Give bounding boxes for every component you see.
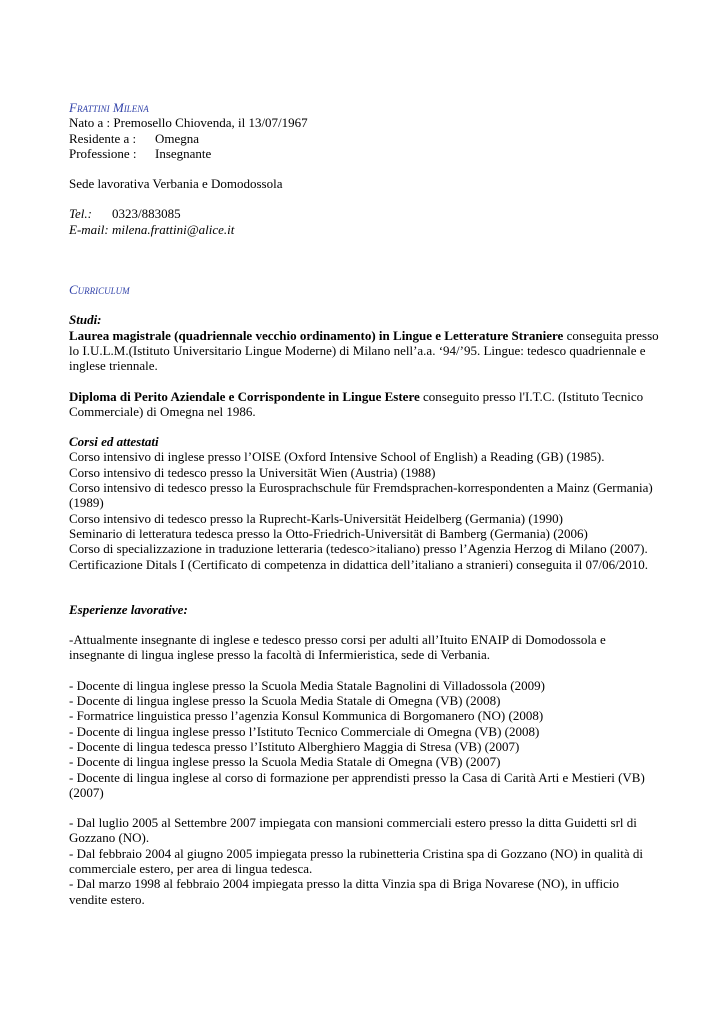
employment-item: - Dal luglio 2005 al Settembre 2007 impiegata con mansioni commerciali estero presso la ditta Guidetti srl di Gozzano (NO). bbox=[69, 815, 637, 846]
cv-content bbox=[69, 100, 659, 907]
residence-value: Omegna bbox=[155, 130, 200, 146]
experience-heading: Esperienze lavorative: bbox=[69, 601, 188, 617]
profession-label: Professione : bbox=[69, 145, 137, 161]
diploma-details: conseguito presso l'I.T.C. (Istituto Tecnico Commerciale) di Omegna nel 1986. bbox=[69, 388, 644, 419]
residence-row bbox=[69, 131, 659, 146]
diploma-title: Diploma di Perito Aziendale e Corrispondente in Lingue Estere bbox=[69, 388, 420, 404]
teaching-item: - Formatrice linguistica presso l’agenzia Konsul Kommunica di Borgomanero (NO) (2008) bbox=[69, 708, 544, 724]
employment-item: - Dal febbraio 2004 al giugno 2005 impiegata presso la rubinetteria Cristina spa di Gozzano (NO) in qualità di commerciale estero, per area di lingua tedesca. bbox=[69, 845, 644, 876]
course-item: Corso intensivo di tedesco presso la Universität Wien (Austria) (1988) bbox=[69, 464, 436, 480]
person-name: Frattini Milena bbox=[69, 100, 149, 115]
profession-row bbox=[69, 146, 659, 161]
degree-title: Laurea magistrale (quadriennale vecchio ordinamento) in Lingue e Letterature Straniere bbox=[69, 327, 564, 343]
courses-heading: Corsi ed attestati bbox=[69, 434, 159, 450]
workplace: Sede lavorativa Verbania e Domodossola bbox=[69, 176, 283, 192]
employment-item: - Dal marzo 1998 al febbraio 2004 impiegata presso la ditta Vinzia spa di Briga Novarese (NO), in ufficio vendite estero. bbox=[69, 876, 619, 907]
phone-value: 0323/883085 bbox=[112, 206, 181, 222]
degree-paragraph bbox=[69, 328, 659, 374]
diploma-paragraph bbox=[69, 389, 659, 420]
phone-label: Tel.: bbox=[69, 206, 92, 222]
current-position: -Attualmente insegnante di inglese e tedesco presso corsi per adulti all’Ituito ENAIP di Domodossola e insegnante di lingua inglese presso la facoltà di Infermieristica, sede di Verbania. bbox=[69, 632, 606, 663]
profession-value: Insegnante bbox=[155, 145, 212, 161]
course-item: Certificazione Ditals I (Certificato di competenza in didattica dell’italiano a stranieri) conseguita il 07/06/2010. bbox=[69, 556, 649, 572]
studies-heading: Studi: bbox=[69, 312, 102, 328]
degree-details: conseguita presso lo I.U.L.M.(Istituto Universitario Lingue Moderne) di Milano nell’a.a. ‘94/’95. Lingue: tedesco quadriennale e inglese triennale. bbox=[69, 327, 659, 374]
curriculum-heading: Curriculum bbox=[69, 282, 130, 298]
employment-list bbox=[69, 815, 659, 907]
course-item: Seminario di letteratura tedesca presso la Otto-Friedrich-Universität di Bamberg (Germania) (2006) bbox=[69, 525, 588, 541]
birth-info: Nato a : Premosello Chiovenda, il 13/07/1967 bbox=[69, 115, 308, 131]
course-item: Corso intensivo di tedesco presso la Eurosprachschule für Fremdsprachen-korrespondenten a Mainz (Germania) (1989) bbox=[69, 480, 653, 511]
courses-list bbox=[69, 449, 659, 571]
teaching-item: - Docente di lingua inglese presso l’Istituto Tecnico Commerciale di Omegna (VB) (2008) bbox=[69, 723, 540, 739]
course-item: Corso di specializzazione in traduzione letteraria (tedesco>italiano) presso l’Agenzia Herzog di Milano (2007). bbox=[69, 541, 648, 557]
teaching-item: - Docente di lingua inglese al corso di formazione per apprendisti presso la Casa di Carità Arti e Mestieri (VB) (2007) bbox=[69, 769, 645, 800]
teaching-item: - Docente di lingua tedesca presso l’Istituto Alberghiero Maggia di Stresa (VB) (2007) bbox=[69, 738, 520, 754]
teaching-item: - Docente di lingua inglese presso la Scuola Media Statale di Omegna (VB) (2008) bbox=[69, 693, 501, 709]
course-item: Corso intensivo di inglese presso l’OISE (Oxford Intensive School of English) a Reading (GB) (1985). bbox=[69, 449, 605, 465]
teaching-item: - Docente di lingua inglese presso la Scuola Media Statale Bagnolini di Villadossola (2009) bbox=[69, 677, 545, 693]
teaching-list bbox=[69, 678, 659, 800]
phone-row bbox=[69, 206, 659, 221]
course-item: Corso intensivo di tedesco presso la Ruprecht-Karls-Universität Heidelberg (Germania) (1990) bbox=[69, 510, 563, 526]
residence-label: Residente a : bbox=[69, 130, 137, 146]
teaching-item: - Docente di lingua inglese presso la Scuola Media Statale di Omegna (VB) (2007) bbox=[69, 754, 501, 770]
email-line: E-mail: milena.frattini@alice.it bbox=[69, 221, 235, 237]
